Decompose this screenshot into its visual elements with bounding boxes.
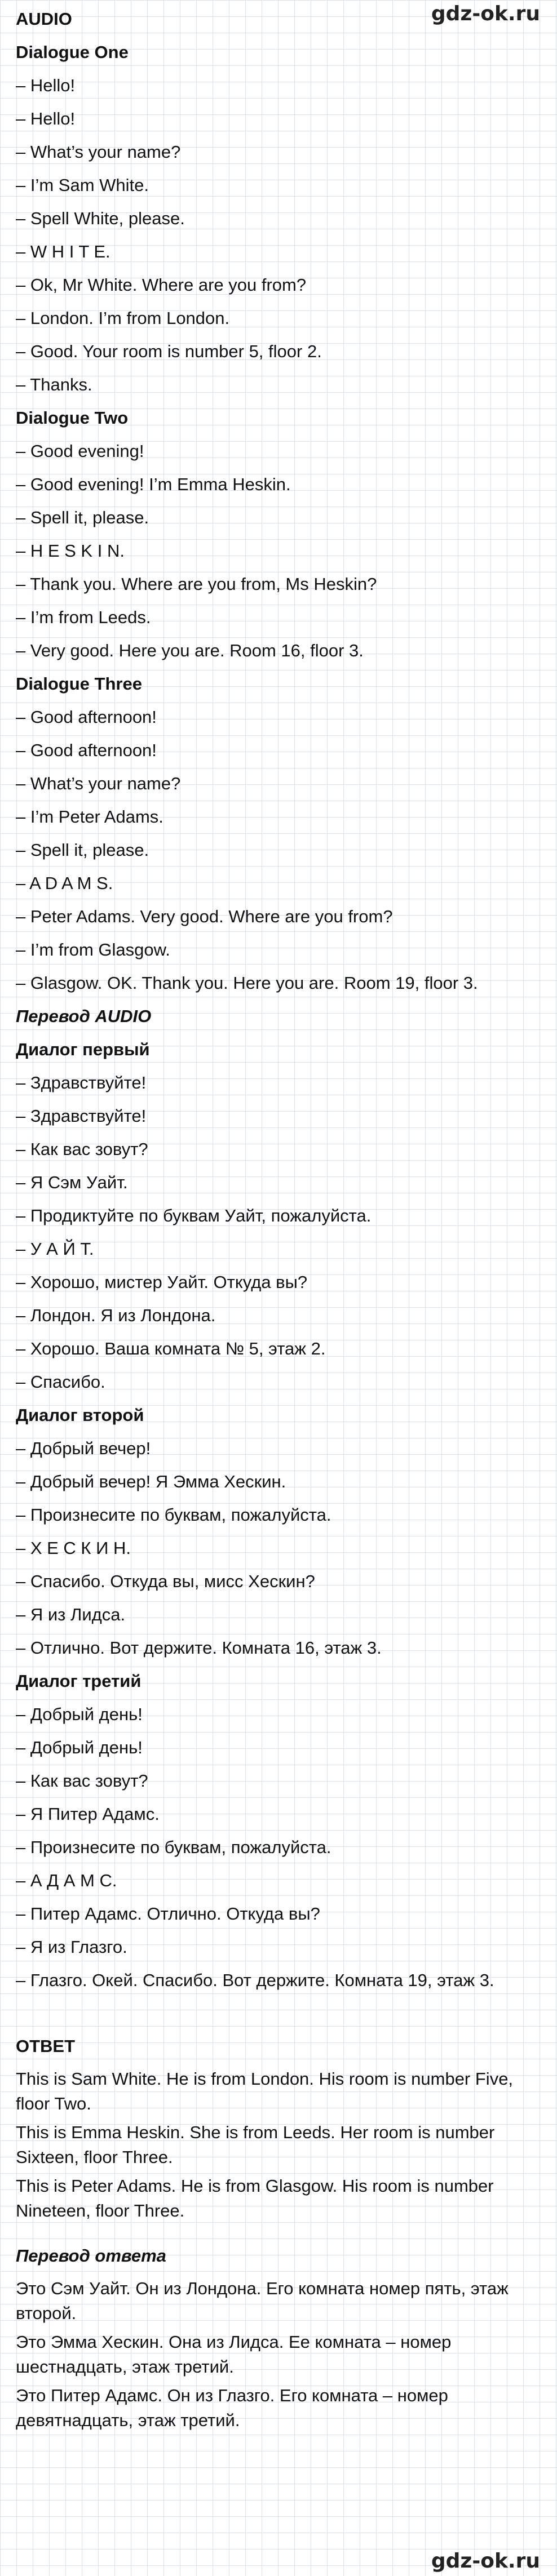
- dialogue-heading: Dialogue Two: [16, 408, 129, 428]
- dialogue-line: – Добрый день!: [16, 1738, 143, 1757]
- dialogue-line: – Good evening! I’m Emma Heskin.: [16, 474, 291, 494]
- dialogue-line: – Здравствуйте!: [16, 1106, 147, 1126]
- dialogue-line: – Хорошо, мистер Уайт. Откуда вы?: [16, 1272, 308, 1292]
- answer-translation-line: Это Эмма Хескин. Она из Лидса. Ее комната – номер шестнадцать, этаж третий.: [16, 2332, 452, 2377]
- dialogue-line: – Very good. Here you are. Room 16, floor 3.: [16, 641, 364, 660]
- dialogue-line: – Хорошо. Ваша комната № 5, этаж 2.: [16, 1339, 326, 1358]
- dialogue-line: – Я Сэм Уайт.: [16, 1172, 128, 1192]
- dialogue-line: – Произнесите по буквам, пожалуйста.: [16, 1837, 331, 1857]
- dialogue-line: – Spell White, please.: [16, 208, 185, 228]
- dialogue-line: – Glasgow. OK. Thank you. Here you are. Room 19, floor 3.: [16, 973, 478, 993]
- dialogue-line: – Good evening!: [16, 441, 144, 461]
- dialogue-line: – Отлично. Вот держите. Комната 16, этаж 3.: [16, 1638, 382, 1658]
- dialogue-heading: Диалог первый: [16, 1040, 150, 1059]
- dialogue-line: – Spell it, please.: [16, 840, 149, 860]
- dialogue-line: – W H I T E.: [16, 242, 110, 261]
- dialogue-line: – H E S K I N.: [16, 541, 125, 561]
- section-spacer: [16, 2227, 546, 2239]
- dialogue-line: – I’m Peter Adams.: [16, 807, 163, 827]
- dialogue-line: – Глазго. Окей. Спасибо. Вот держите. Комната 19, этаж 3.: [16, 1970, 494, 1990]
- dialogue-line: – Спасибо.: [16, 1372, 105, 1392]
- dialogue-line: – Hello!: [16, 109, 76, 128]
- dialogue-heading: Диалог второй: [16, 1405, 144, 1425]
- dialogue-line: – А Д А М С.: [16, 1871, 117, 1890]
- dialogue-line: – Я Питер Адамс.: [16, 1804, 160, 1824]
- translation-title: Перевод AUDIO: [16, 1006, 152, 1026]
- dialogue-line: – Добрый день!: [16, 1704, 143, 1724]
- document-content: [16, 2, 546, 2436]
- answer-line: This is Emma Heskin. She is from Leeds. Her room is number Sixteen, floor Three.: [16, 2122, 495, 2167]
- audio-title: AUDIO: [16, 9, 72, 29]
- dialogue-line: – Спасибо. Откуда вы, мисс Хескин?: [16, 1571, 315, 1591]
- dialogue-line: – Лондон. Я из Лондона.: [16, 1305, 216, 1325]
- dialogue-line: – Good afternoon!: [16, 707, 157, 727]
- dialogue-heading: Диалог третий: [16, 1671, 142, 1691]
- dialogue-line: – Питер Адамс. Отлично. Откуда вы?: [16, 1904, 320, 1924]
- answer-translation-line: Это Сэм Уайт. Он из Лондона. Его комната номер пять, этаж второй.: [16, 2279, 509, 2323]
- dialogue-line: – Как вас зовут?: [16, 1139, 148, 1159]
- dialogue-line: – A D A M S.: [16, 873, 113, 893]
- answer-translation-title: Перевод ответа: [16, 2246, 166, 2266]
- dialogue-line: – Х Е С К И Н.: [16, 1538, 131, 1558]
- dialogue-line: – Thanks.: [16, 375, 92, 394]
- answer-translation-line: Это Питер Адамс. Он из Глазго. Его комната – номер девятнадцать, этаж третий.: [16, 2386, 448, 2430]
- dialogue-line: – Hello!: [16, 75, 76, 95]
- dialogue-line: – Я из Лидса.: [16, 1605, 126, 1624]
- dialogue-line: – What’s your name?: [16, 142, 181, 162]
- dialogue-line: – Good. Your room is number 5, floor 2.: [16, 341, 322, 361]
- dialogue-line: – Spell it, please.: [16, 508, 149, 527]
- dialogue-line: – Peter Adams. Very good. Where are you from?: [16, 907, 393, 926]
- dialogue-line: – Как вас зовут?: [16, 1771, 148, 1791]
- answer-line: This is Peter Adams. He is from Glasgow. His room is number Nineteen, floor Three.: [16, 2176, 494, 2220]
- answer-line: This is Sam White. He is from London. His room is number Five, floor Two.: [16, 2069, 514, 2113]
- dialogue-line: – Здравствуйте!: [16, 1073, 147, 1092]
- dialogue-line: – Произнесите по буквам, пожалуйста.: [16, 1505, 331, 1525]
- dialogue-line: – Thank you. Where are you from, Ms Heskin?: [16, 574, 377, 594]
- dialogue-line: – Я из Глазго.: [16, 1937, 127, 1957]
- dialogue-line: – London. I’m from London.: [16, 308, 230, 328]
- dialogue-line: – I’m from Leeds.: [16, 607, 151, 627]
- site-watermark-top: gdz-ok.ru: [431, 2, 540, 25]
- section-spacer: [16, 1997, 546, 2029]
- dialogue-line: – Ok, Mr White. Where are you from?: [16, 275, 307, 295]
- dialogue-line: – I’m from Glasgow.: [16, 940, 170, 960]
- dialogue-heading: Dialogue One: [16, 42, 129, 62]
- answer-title: ОТВЕТ: [16, 2036, 76, 2056]
- site-watermark-bottom: gdz-ok.ru: [431, 2550, 540, 2573]
- dialogue-line: – I’m Sam White.: [16, 175, 149, 195]
- dialogue-line: – Добрый вечер!: [16, 1438, 151, 1458]
- dialogue-line: – У А Й Т.: [16, 1239, 94, 1259]
- dialogue-line: – Продиктуйте по буквам Уайт, пожалуйста.: [16, 1206, 372, 1225]
- dialogue-line: – What’s your name?: [16, 774, 181, 793]
- dialogue-line: – Добрый вечер! Я Эмма Хескин.: [16, 1472, 286, 1491]
- dialogue-heading: Dialogue Three: [16, 674, 142, 694]
- dialogue-line: – Good afternoon!: [16, 740, 157, 760]
